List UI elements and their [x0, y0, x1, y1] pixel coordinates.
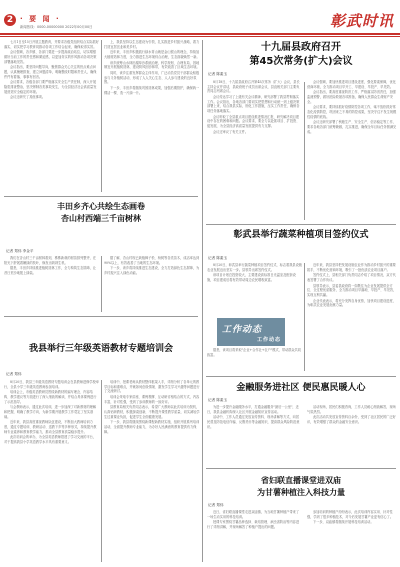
column-divider — [202, 40, 203, 562]
section-separator — [4, 316, 198, 317]
article-body-column: 参加培训的种植户纷纷表示，此次培训内容实用、针对性强，学到了很多种植技术，对今后发展甘薯产业更有信心了。 下一步，双庙镇将继续开展科技培训活动。 — [307, 510, 394, 525]
article-headline: 十九届县政府召开 — [261, 42, 341, 53]
work-news-badge — [217, 318, 285, 346]
article-body-column: 七月1日至15日开展主题教育，并要求各级党组织结合实际抓好落实，切实把学习教育同推动各项工作结合起来，确保取得实效。 会议强调，各乡镇、各部门要进一步提高政治站位，切实增强做好当前工作的责任感和紧迫感，以更加务实的作风推动各项决策部署落地见效。 会议指出，要坚持问题导向，聚焦群众关心关注的热点难点问题，认真梳理排查，建立问题清单，明确整改时限和责任人，确保件件有着落、事事有回音。 会议要求，各级各部门要严格落实安全生产责任制，深入开展隐患排查整治，坚决遏制各类事故发生，为全县经济社会高质量发展营造安全稳定的环境。 会议还研究了其他事项。 — [4, 40, 99, 100]
column-divider — [304, 82, 305, 220]
article-body-column: 为进一步提升金融服务水平，打通金融服务"最后一公里"，近日，我县金融机构深入社区开展金融知识宣传活动。 活动中，工作人员通过发放宣传资料、现场讲解等方式，向居民普及防范电信诈骗、反假货币等金融知识，提高群众风险防范意识。 — [207, 405, 300, 429]
article-body-column: 据了解，杏山村现已栽植樟子松、杨树等各类苗木，成活率达到90%以上，有效改善了当地的生态环境。 下一步，该乡将持续推进生态建设，全力打造绿色生态屏障，为乡村振兴注入绿色动能。 — [104, 256, 200, 275]
section-separator — [206, 376, 396, 377]
section-title: · 要 闻 · — [20, 15, 61, 23]
article-headline: 我县举行三年级英语教材专题培训会 — [28, 344, 173, 354]
column-divider — [304, 263, 305, 371]
section-separator — [206, 468, 396, 469]
column-divider — [101, 380, 102, 562]
section-separator — [4, 196, 198, 197]
article-body-column: 据悉，该项目将采取"企业+合作社+农户"模式，带动群众共同致富。 — [207, 348, 301, 357]
section-separator — [206, 224, 396, 225]
article-body-column: 活动现场，居民们积极咨询，工作人员耐心细致解答，现场气氛热烈。 此次活动共发放宣传资料百余份，受到了社区居民的广泛好评，有效增强了群众的金融安全意识。 — [307, 405, 396, 424]
column-divider — [101, 40, 102, 192]
article-body-column: 上，我县坚持以生态建设为引领，扎实推进乡村振兴战略，着力打造宜居宜业和美乡村。 近年来，丰田乡积极践行绿水青山就是金山银山的理念，持续加大植树造林力度，全力推进生态环境综合治理，生态面貌焕然一新。 该乡统筹山水林田湖草沙系统治理，科学规划、合理布局，因地制宜开展植树造林，建设防风固沙林带，有效改善了区域生态环境。 同时，该乡注重发挥群众主体作用，广泛动员党员干部群众积极参与义务植树活动，形成了人人关心生态、人人参与建设的良好氛围。 下一步，丰田乡将继续巩固造林成果，加强后期管护，确保栽一棵活一棵、造一片绿一片。 — [104, 40, 200, 95]
header-rule-thin — [0, 36, 400, 37]
article-body-column: 培训中，授课老师从教材整体框架入手，详细分析了各单元的教学目标和重难点，并就如何创设情境、激发学生学习兴趣等问题进行了交流研讨。 培训会采取专家讲座、课例观摩、互动研讨相结合的方式，内容丰富，针对性强，受到了参训教师的一致好评。 县教育局相关负责同志表示，希望广大教师以此次培训为契机，认真钻研教材，积极探索创新，不断提升课堂教学质量，切实减轻学生过重课业负担，促进学生全面健康发展。 下一步，我县将继续围绕新课程新教材实施，组织开展系列培训活动，全面提升教师专业能力，为办好人民满意的教育提供有力保障。 — [104, 380, 200, 434]
article-byline: 记者 郑伟 — [208, 503, 224, 507]
article-body-column: 8月18日，十九届县政府召开第45次常务（扩大）会议，县长主持会议并讲话，县政府班子成员出席会议，县直相关部门主要负责同志列席会议。 会议传达学习了上级有关会议精神，研究部署了我县贯彻落实工作。会议指出，各地各部门要切实把思想和行动统一到上级决策部署上来，结合我县实际，细化工作措施，压实工作责任，确保各项任务落地落实。 会议听取了全县重点项目建设推进情况汇报，研究解决项目建设中存在的困难和问题。会议要求，要全力以赴抓项目、扩投资、促发展，为全县经济高质量发展提供有力支撑。 会议还审议了有关文件。 — [207, 80, 300, 134]
article-body-column: 8月20日，彰武县举行蔬菜种植项目签约仪式，标志着我县设施农业发展迈出坚实一步。县领导出席签约仪式。 该项目计划总投资较大，主要建设高标准日光温室及配套设施，项目建成后将有效带动周边农民增收致富。 — [207, 263, 302, 282]
article-headline: 丰田乡齐心共绘生态画卷 — [57, 202, 145, 211]
article-body-column: 我们在杏山村三千亩树林看到，株株新栽的树苗排列整齐，在阳光下舒展着嫩绿的枝叶，焕发出勃勃生机。 据悉，丰田乡持续推进植树造林工作，全力构筑生态屏障，让昔日荒沙地披上绿装。 — [4, 256, 97, 275]
header-meta: 新闻热线：0000-00000000 2022年00月00日 — [20, 25, 93, 29]
article-byline: 记者 陈素玉 — [208, 398, 228, 402]
article-headline: 杏山村西端三千亩树林 — [61, 214, 141, 223]
column-divider — [101, 256, 102, 312]
article-headline: 为甘薯种植注入科技力量 — [257, 488, 345, 497]
badge-subtitle: 工作动态 — [256, 337, 281, 343]
article-body-column: 近日，省妇联直播课堂走进双庙镇，为当地甘薯种植户带来了一场生动实用的科技培训。 授课专家围绕甘薯品种选择、栽培管理、病虫害防治等内容进行了详细讲解，并现场解答了种植户提出的问题。 — [207, 510, 300, 529]
article-byline: 记者 陈素玉 — [208, 72, 228, 76]
article-body-column: 会议强调，要加快推进项目建设进度，强化要素保障，优化营商环境，全力推动项目早开工、早建设、早投产、早见效。 会议指出，要高度重视防汛工作，严格落实防汛责任，加强监测预警，做好抢险救援各项准备，确保人民群众生命财产安全。 会议要求，要持续抓好疫情防控各项工作，毫不放松抓好常态化疫情防控，巩固来之不易的防控成果，坚决守住不发生规模性疫情的底线。 会议还研究部署了秋粮生产、安全生产、信访稳定等工作，要求各地各部门统筹兼顾，扎实推进，确保全年目标任务圆满完成。 — [307, 80, 397, 134]
article-body-column: 近年来，我县坚持把发展设施农业作为推动乡村振兴的重要抓手，不断优化营商环境，吸引了一批优质农业项目落户。 签约仪式上，县相关部门负责同志介绍了项目情况，双方代表签署了合作协议。 县领导表示，县委县政府将一如既往为企业发展提供全方位、全过程优质服务，全力推动项目早落地、早投产、早见效，实现互利共赢。 企业代表表示，将充分发挥自身优势，加快项目建设进度，为彰武农业发展贡献力量。 — [307, 263, 397, 308]
article-byline: 记者 郑伟 — [6, 372, 22, 376]
article-byline: 记者 郑伟 李金平 — [6, 249, 34, 253]
article-headline: 省妇联直播课堂进双庙 — [261, 476, 341, 485]
article-headline: 第45次常务(扩大)会议 — [249, 56, 353, 67]
header-rule — [0, 33, 400, 35]
newspaper-logo: 彰武时讯 — [329, 12, 394, 30]
badge-title: 工作动态 — [222, 325, 263, 335]
article-byline: 记者 陈素玉 — [208, 256, 228, 260]
article-headline: 彰武县举行蔬菜种植项目签约仪式 — [233, 230, 369, 240]
article-body-column: 8月20日，我县三年级英语教材专题培训会在县教师进修学校举行，全县小学三年级英语教师参加培训。 培训会上，市级英语教研员围绕新教材的编写理念、内容结构、教学建议等方面进行了深入细致的解读，并结合具体课例进行了示范指导。 与会教师表示，通过此次培训，进一步加深了对新教材的理解和把握，明确了教学方向，为新学期开展教学工作奠定了坚实基础。 近年来，我县高度重视教师队伍建设，不断加大教师培训力度，通过专题培训、教研活动、送教下乡等多种形式，持续提升教师专业素养和教育教学能力，推动全县教育质量稳步提升。 此次培训会的举办，为全县英语教师搭建了学习交流的平台，对于提高我县小学英语教学水平具有重要意义。 — [4, 380, 99, 444]
page-number-badge: 2 — [4, 14, 16, 26]
article-headline: 金融服务进社区 便民惠民暖人心 — [236, 383, 366, 393]
